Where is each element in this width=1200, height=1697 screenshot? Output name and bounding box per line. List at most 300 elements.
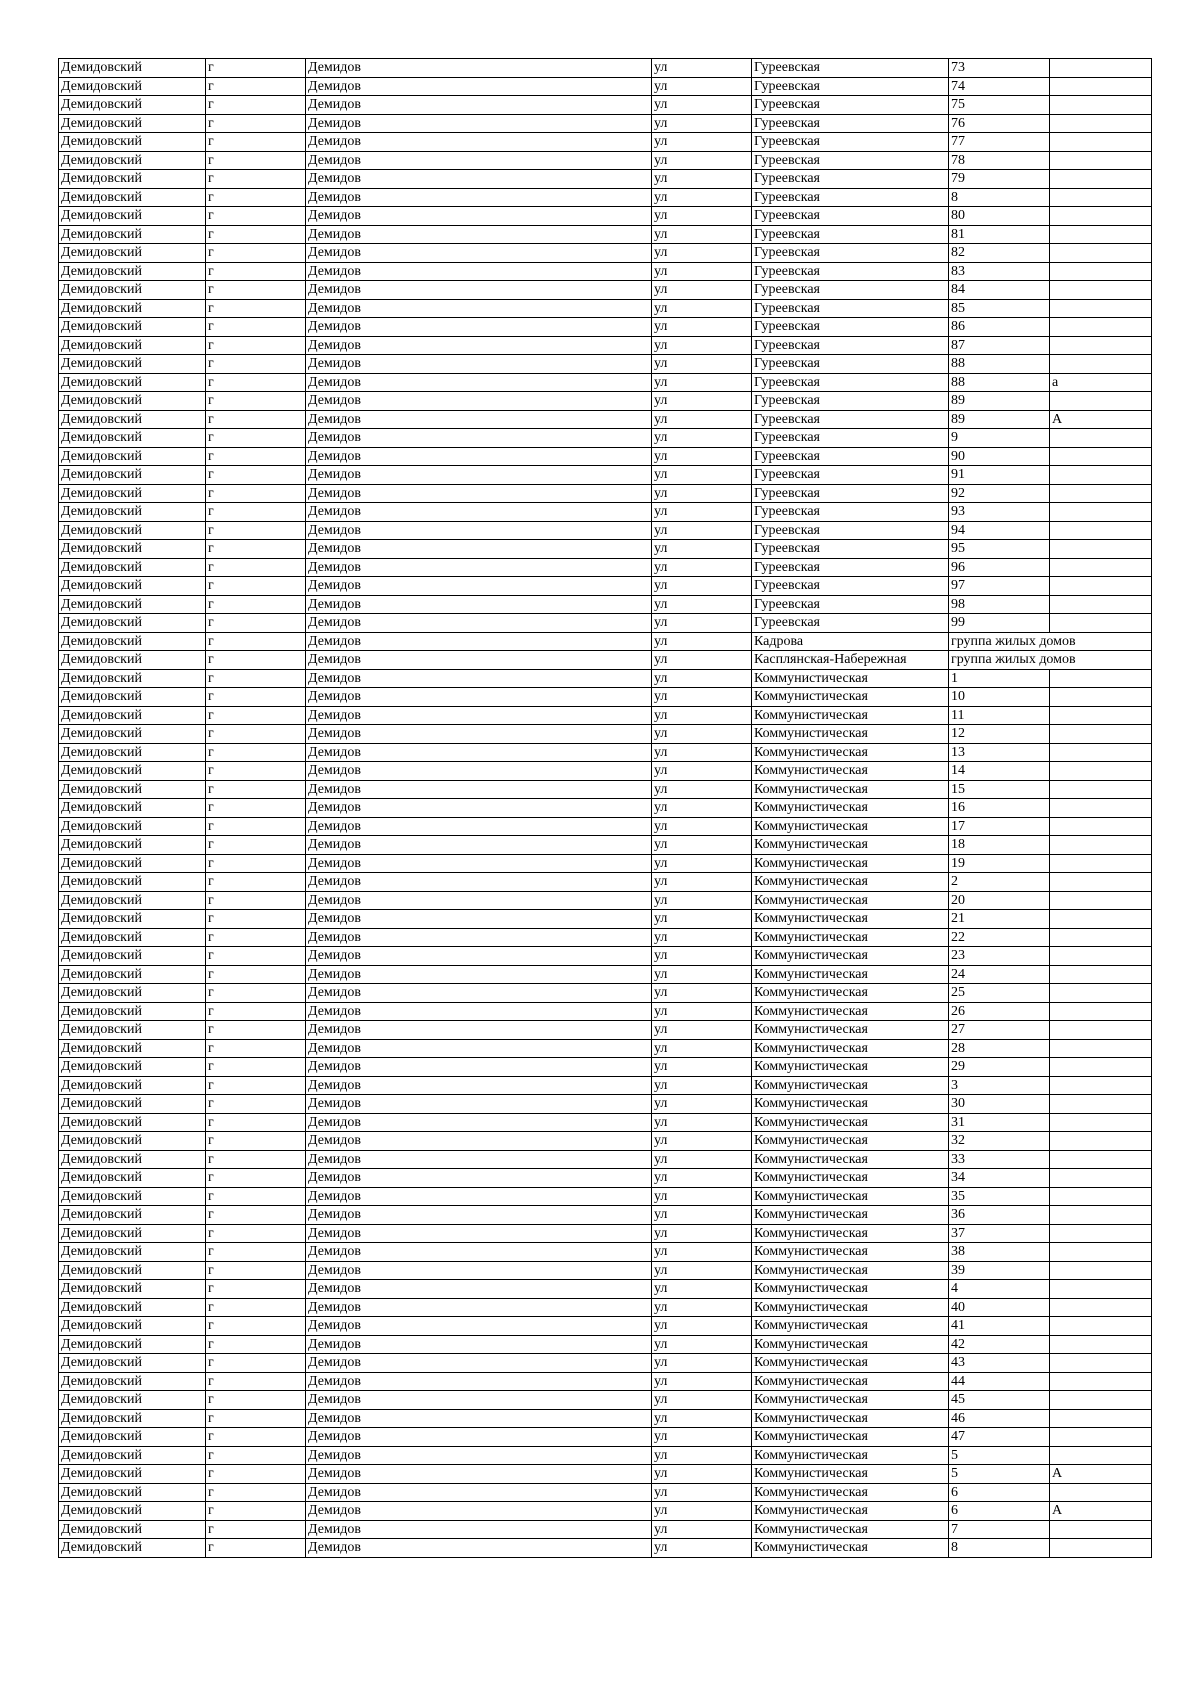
locality-cell: Демидов: [306, 1446, 652, 1465]
street-type-cell: ул: [652, 540, 752, 559]
house-number-cell: 19: [949, 854, 1050, 873]
locality-type-cell: г: [206, 632, 306, 651]
building-letter-cell: [1050, 854, 1152, 873]
building-letter-cell: [1050, 429, 1152, 448]
locality-type-cell: г: [206, 928, 306, 947]
locality-cell: Демидов: [306, 1150, 652, 1169]
building-letter-cell: [1050, 614, 1152, 633]
district-cell: Демидовский: [59, 1224, 206, 1243]
street-type-cell: ул: [652, 207, 752, 226]
table-row: [59, 1132, 1152, 1151]
locality-cell: Демидов: [306, 96, 652, 115]
street-cell: Гуреевская: [752, 207, 949, 226]
building-letter-cell: [1050, 1002, 1152, 1021]
district-cell: Демидовский: [59, 429, 206, 448]
locality-type-cell: г: [206, 891, 306, 910]
district-cell: Демидовский: [59, 706, 206, 725]
table-row: [59, 743, 1152, 762]
house-number-cell: 23: [949, 947, 1050, 966]
locality-cell: Демидов: [306, 632, 652, 651]
locality-cell: Демидов: [306, 447, 652, 466]
locality-cell: Демидов: [306, 1021, 652, 1040]
street-cell: Коммунистическая: [752, 1539, 949, 1558]
house-number-cell: 79: [949, 170, 1050, 189]
locality-cell: Демидов: [306, 1428, 652, 1447]
district-cell: Демидовский: [59, 558, 206, 577]
locality-cell: Демидов: [306, 651, 652, 670]
street-type-cell: ул: [652, 59, 752, 78]
locality-type-cell: г: [206, 225, 306, 244]
locality-type-cell: г: [206, 1280, 306, 1299]
street-type-cell: ул: [652, 725, 752, 744]
building-letter-cell: [1050, 521, 1152, 540]
table-row: [59, 1169, 1152, 1188]
street-cell: Гуреевская: [752, 262, 949, 281]
street-type-cell: ул: [652, 706, 752, 725]
locality-type-cell: г: [206, 725, 306, 744]
street-type-cell: ул: [652, 299, 752, 318]
building-letter-cell: [1050, 114, 1152, 133]
street-cell: Коммунистическая: [752, 928, 949, 947]
locality-cell: Демидов: [306, 1261, 652, 1280]
street-cell: Коммунистическая: [752, 1428, 949, 1447]
street-type-cell: ул: [652, 1150, 752, 1169]
street-type-cell: ул: [652, 595, 752, 614]
district-cell: Демидовский: [59, 799, 206, 818]
house-number-cell: 8: [949, 1539, 1050, 1558]
locality-cell: Демидов: [306, 133, 652, 152]
table-row: [59, 59, 1152, 78]
building-letter-cell: [1050, 1187, 1152, 1206]
building-letter-cell: [1050, 1409, 1152, 1428]
locality-cell: Демидов: [306, 151, 652, 170]
locality-cell: Демидов: [306, 170, 652, 189]
table-row: [59, 1150, 1152, 1169]
house-number-cell: 5: [949, 1465, 1050, 1484]
locality-cell: Демидов: [306, 244, 652, 263]
building-letter-cell: [1050, 910, 1152, 929]
table-row: [59, 1206, 1152, 1225]
building-letter-cell: [1050, 799, 1152, 818]
district-cell: Демидовский: [59, 244, 206, 263]
table-row: [59, 725, 1152, 744]
building-letter-cell: [1050, 891, 1152, 910]
district-cell: Демидовский: [59, 1483, 206, 1502]
house-number-cell: 77: [949, 133, 1050, 152]
locality-type-cell: г: [206, 817, 306, 836]
locality-cell: Демидов: [306, 59, 652, 78]
locality-cell: Демидов: [306, 577, 652, 596]
street-cell: Коммунистическая: [752, 762, 949, 781]
locality-type-cell: г: [206, 447, 306, 466]
street-type-cell: ул: [652, 151, 752, 170]
locality-type-cell: г: [206, 762, 306, 781]
district-cell: Демидовский: [59, 1446, 206, 1465]
district-cell: Демидовский: [59, 873, 206, 892]
street-cell: Коммунистическая: [752, 1187, 949, 1206]
table-row: [59, 1280, 1152, 1299]
locality-cell: Демидов: [306, 1520, 652, 1539]
locality-type-cell: г: [206, 1243, 306, 1262]
table-row: [59, 503, 1152, 522]
table-row: [59, 447, 1152, 466]
street-cell: Коммунистическая: [752, 1224, 949, 1243]
table-row: [59, 466, 1152, 485]
street-cell: Коммунистическая: [752, 854, 949, 873]
district-cell: Демидовский: [59, 817, 206, 836]
table-row: [59, 1391, 1152, 1410]
street-type-cell: ул: [652, 1095, 752, 1114]
district-cell: Демидовский: [59, 1113, 206, 1132]
street-cell: Коммунистическая: [752, 688, 949, 707]
locality-type-cell: г: [206, 651, 306, 670]
street-cell: Коммунистическая: [752, 817, 949, 836]
district-cell: Демидовский: [59, 466, 206, 485]
street-cell: Коммунистическая: [752, 1058, 949, 1077]
street-cell: Коммунистическая: [752, 1465, 949, 1484]
district-cell: Демидовский: [59, 96, 206, 115]
locality-cell: Демидов: [306, 1169, 652, 1188]
locality-cell: Демидов: [306, 669, 652, 688]
house-number-cell: 96: [949, 558, 1050, 577]
street-cell: Гуреевская: [752, 447, 949, 466]
street-type-cell: ул: [652, 688, 752, 707]
street-type-cell: ул: [652, 577, 752, 596]
locality-type-cell: г: [206, 947, 306, 966]
locality-type-cell: г: [206, 503, 306, 522]
locality-cell: Демидов: [306, 910, 652, 929]
house-number-cell: 74: [949, 77, 1050, 96]
locality-type-cell: г: [206, 1354, 306, 1373]
locality-cell: Демидов: [306, 1095, 652, 1114]
street-cell: Гуреевская: [752, 373, 949, 392]
building-letter-cell: [1050, 947, 1152, 966]
locality-cell: Демидов: [306, 299, 652, 318]
house-number-cell: 25: [949, 984, 1050, 1003]
house-number-cell: 4: [949, 1280, 1050, 1299]
house-number-cell: 3: [949, 1076, 1050, 1095]
table-row: [59, 1520, 1152, 1539]
locality-type-cell: г: [206, 114, 306, 133]
locality-type-cell: г: [206, 1021, 306, 1040]
house-number-cell: 5: [949, 1446, 1050, 1465]
house-number-cell: 47: [949, 1428, 1050, 1447]
street-type-cell: ул: [652, 355, 752, 374]
house-number-cell: 84: [949, 281, 1050, 300]
district-cell: Демидовский: [59, 891, 206, 910]
table-row: [59, 1539, 1152, 1558]
house-number-cell: 90: [949, 447, 1050, 466]
locality-cell: Демидов: [306, 743, 652, 762]
table-row: [59, 1372, 1152, 1391]
street-type-cell: ул: [652, 133, 752, 152]
street-cell: Гуреевская: [752, 558, 949, 577]
locality-type-cell: г: [206, 299, 306, 318]
locality-cell: Демидов: [306, 503, 652, 522]
building-letter-cell: [1050, 133, 1152, 152]
locality-type-cell: г: [206, 466, 306, 485]
locality-cell: Демидов: [306, 1502, 652, 1521]
table-row: [59, 96, 1152, 115]
district-cell: Демидовский: [59, 725, 206, 744]
building-letter-cell: [1050, 669, 1152, 688]
locality-cell: Демидов: [306, 1483, 652, 1502]
district-cell: Демидовский: [59, 1021, 206, 1040]
district-cell: Демидовский: [59, 614, 206, 633]
house-number-cell: 30: [949, 1095, 1050, 1114]
table-row: [59, 318, 1152, 337]
house-number-cell: 6: [949, 1483, 1050, 1502]
street-type-cell: ул: [652, 1076, 752, 1095]
street-type-cell: ул: [652, 1520, 752, 1539]
building-letter-cell: [1050, 170, 1152, 189]
street-cell: Гуреевская: [752, 133, 949, 152]
locality-cell: Демидов: [306, 891, 652, 910]
district-cell: Демидовский: [59, 743, 206, 762]
locality-cell: Демидов: [306, 392, 652, 411]
locality-type-cell: г: [206, 77, 306, 96]
building-letter-cell: [1050, 207, 1152, 226]
house-number-cell: 37: [949, 1224, 1050, 1243]
locality-type-cell: г: [206, 318, 306, 337]
building-letter-cell: [1050, 1076, 1152, 1095]
district-cell: Демидовский: [59, 1002, 206, 1021]
house-number-cell: 22: [949, 928, 1050, 947]
house-number-cell: 1: [949, 669, 1050, 688]
locality-cell: Демидов: [306, 336, 652, 355]
house-number-cell: 89: [949, 410, 1050, 429]
district-cell: Демидовский: [59, 540, 206, 559]
street-type-cell: ул: [652, 1409, 752, 1428]
building-letter-cell: [1050, 355, 1152, 374]
street-type-cell: ул: [652, 77, 752, 96]
building-letter-cell: [1050, 1243, 1152, 1262]
building-letter-cell: [1050, 244, 1152, 263]
table-row: [59, 133, 1152, 152]
building-letter-cell: [1050, 743, 1152, 762]
locality-cell: Демидов: [306, 1409, 652, 1428]
street-type-cell: ул: [652, 947, 752, 966]
table-row: [59, 873, 1152, 892]
district-cell: Демидовский: [59, 577, 206, 596]
street-cell: Коммунистическая: [752, 1206, 949, 1225]
locality-cell: Демидов: [306, 947, 652, 966]
table-row: [59, 780, 1152, 799]
street-cell: Гуреевская: [752, 281, 949, 300]
house-number-cell: 28: [949, 1039, 1050, 1058]
street-cell: Коммунистическая: [752, 1039, 949, 1058]
house-number-cell: 80: [949, 207, 1050, 226]
street-cell: Коммунистическая: [752, 1169, 949, 1188]
locality-type-cell: г: [206, 170, 306, 189]
district-cell: Демидовский: [59, 1409, 206, 1428]
district-cell: Демидовский: [59, 484, 206, 503]
district-cell: Демидовский: [59, 447, 206, 466]
locality-type-cell: г: [206, 836, 306, 855]
locality-cell: Демидов: [306, 207, 652, 226]
locality-cell: Демидов: [306, 706, 652, 725]
table-row: [59, 1039, 1152, 1058]
table-row: [59, 632, 1152, 651]
district-cell: Демидовский: [59, 947, 206, 966]
street-type-cell: ул: [652, 1298, 752, 1317]
street-type-cell: ул: [652, 799, 752, 818]
building-letter-cell: [1050, 59, 1152, 78]
street-cell: Гуреевская: [752, 540, 949, 559]
house-number-cell: 76: [949, 114, 1050, 133]
building-letter-cell: [1050, 503, 1152, 522]
building-letter-cell: А: [1050, 1465, 1152, 1484]
district-cell: Демидовский: [59, 318, 206, 337]
district-cell: Демидовский: [59, 188, 206, 207]
house-number-cell: 17: [949, 817, 1050, 836]
table-row: [59, 1409, 1152, 1428]
street-cell: Гуреевская: [752, 299, 949, 318]
building-letter-cell: [1050, 1113, 1152, 1132]
street-type-cell: ул: [652, 910, 752, 929]
locality-cell: Демидов: [306, 188, 652, 207]
street-type-cell: ул: [652, 1391, 752, 1410]
street-cell: Гуреевская: [752, 595, 949, 614]
locality-type-cell: г: [206, 1372, 306, 1391]
table-row: [59, 965, 1152, 984]
street-cell: Гуреевская: [752, 466, 949, 485]
street-type-cell: ул: [652, 262, 752, 281]
locality-type-cell: г: [206, 133, 306, 152]
locality-cell: Демидов: [306, 1206, 652, 1225]
street-cell: Гуреевская: [752, 151, 949, 170]
house-number-cell: 14: [949, 762, 1050, 781]
locality-cell: Демидов: [306, 1335, 652, 1354]
house-number-cell: 32: [949, 1132, 1050, 1151]
district-cell: Демидовский: [59, 928, 206, 947]
district-cell: Демидовский: [59, 1076, 206, 1095]
table-row: [59, 392, 1152, 411]
street-type-cell: ул: [652, 281, 752, 300]
locality-type-cell: г: [206, 965, 306, 984]
building-letter-cell: [1050, 1520, 1152, 1539]
house-number-cell: 21: [949, 910, 1050, 929]
table-row: [59, 540, 1152, 559]
locality-cell: Демидов: [306, 1465, 652, 1484]
table-row: [59, 669, 1152, 688]
table-row: [59, 484, 1152, 503]
district-cell: Демидовский: [59, 1502, 206, 1521]
street-cell: Коммунистическая: [752, 725, 949, 744]
street-type-cell: ул: [652, 1224, 752, 1243]
locality-cell: Демидов: [306, 1113, 652, 1132]
district-cell: Демидовский: [59, 1206, 206, 1225]
street-type-cell: ул: [652, 1002, 752, 1021]
table-row: [59, 1224, 1152, 1243]
house-number-cell: 31: [949, 1113, 1050, 1132]
district-cell: Демидовский: [59, 355, 206, 374]
street-cell: Коммунистическая: [752, 1021, 949, 1040]
district-cell: Демидовский: [59, 1261, 206, 1280]
locality-type-cell: г: [206, 262, 306, 281]
house-number-cell: 98: [949, 595, 1050, 614]
locality-type-cell: г: [206, 1261, 306, 1280]
building-letter-cell: [1050, 188, 1152, 207]
locality-cell: Демидов: [306, 725, 652, 744]
building-letter-cell: [1050, 965, 1152, 984]
street-cell: Гуреевская: [752, 429, 949, 448]
locality-type-cell: г: [206, 1169, 306, 1188]
street-type-cell: ул: [652, 1280, 752, 1299]
locality-type-cell: г: [206, 1058, 306, 1077]
house-number-cell: 2: [949, 873, 1050, 892]
building-letter-cell: [1050, 318, 1152, 337]
table-row: [59, 1354, 1152, 1373]
street-cell: Гуреевская: [752, 577, 949, 596]
locality-cell: Демидов: [306, 614, 652, 633]
district-cell: Демидовский: [59, 281, 206, 300]
street-cell: Коммунистическая: [752, 836, 949, 855]
table-row: [59, 373, 1152, 392]
locality-type-cell: г: [206, 1113, 306, 1132]
street-type-cell: ул: [652, 1243, 752, 1262]
house-number-cell: 42: [949, 1335, 1050, 1354]
table-row: [59, 706, 1152, 725]
address-table: [58, 58, 1152, 1558]
locality-cell: Демидов: [306, 1076, 652, 1095]
house-number-cell: 26: [949, 1002, 1050, 1021]
table-row: [59, 762, 1152, 781]
table-row: [59, 336, 1152, 355]
building-letter-cell: [1050, 447, 1152, 466]
locality-cell: Демидов: [306, 1224, 652, 1243]
district-cell: Демидовский: [59, 1354, 206, 1373]
building-letter-cell: [1050, 1391, 1152, 1410]
locality-type-cell: г: [206, 429, 306, 448]
locality-cell: Демидов: [306, 1354, 652, 1373]
locality-cell: Демидов: [306, 540, 652, 559]
locality-type-cell: г: [206, 244, 306, 263]
house-number-cell: 20: [949, 891, 1050, 910]
street-type-cell: ул: [652, 1335, 752, 1354]
table-row: [59, 1446, 1152, 1465]
building-letter-cell: [1050, 540, 1152, 559]
street-cell: Коммунистическая: [752, 1354, 949, 1373]
building-letter-cell: [1050, 1039, 1152, 1058]
street-cell: Гуреевская: [752, 392, 949, 411]
house-number-cell: 35: [949, 1187, 1050, 1206]
locality-cell: Демидов: [306, 281, 652, 300]
street-type-cell: ул: [652, 873, 752, 892]
table-row: [59, 1483, 1152, 1502]
locality-cell: Демидов: [306, 466, 652, 485]
building-letter-cell: [1050, 836, 1152, 855]
district-cell: Демидовский: [59, 910, 206, 929]
street-type-cell: ул: [652, 244, 752, 263]
street-cell: Коммунистическая: [752, 965, 949, 984]
locality-type-cell: г: [206, 1206, 306, 1225]
house-number-cell: 99: [949, 614, 1050, 633]
locality-type-cell: г: [206, 799, 306, 818]
district-cell: Демидовский: [59, 651, 206, 670]
house-number-cell: 78: [949, 151, 1050, 170]
locality-cell: Демидов: [306, 114, 652, 133]
locality-type-cell: г: [206, 577, 306, 596]
building-letter-cell: [1050, 1372, 1152, 1391]
house-number-cell: 73: [949, 59, 1050, 78]
street-cell: Кадрова: [752, 632, 949, 651]
locality-cell: Демидов: [306, 225, 652, 244]
street-type-cell: ул: [652, 1058, 752, 1077]
street-cell: Коммунистическая: [752, 1298, 949, 1317]
locality-cell: Демидов: [306, 688, 652, 707]
street-type-cell: ул: [652, 188, 752, 207]
